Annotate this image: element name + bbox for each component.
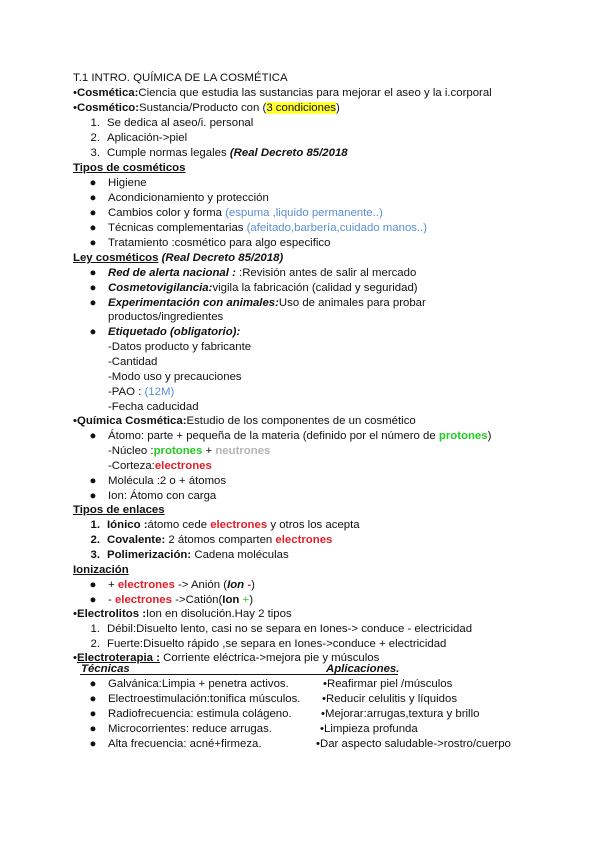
condiciones-highlight: 3 condiciones <box>266 102 336 114</box>
etiquetado-line: -PAO : (12M) <box>108 386 175 398</box>
nucleo-line: -Núcleo :protones + neutrones <box>108 445 271 457</box>
section-heading: Ley cosméticos (Real Decreto 85/2018) <box>73 252 284 264</box>
etiquetado-line: -Cantidad <box>108 356 158 368</box>
section-heading: Ionización <box>73 564 129 576</box>
page-title: T.1 INTRO. QUÍMICA DE LA COSMÉTICA <box>73 72 288 84</box>
quimica-definition: •Química Cosmética:Estudio de los componentes de un cosmético <box>73 415 416 427</box>
list-item-continuation: productos/ingredientes <box>108 311 224 323</box>
section-heading: Tipos de enlaces <box>73 504 165 516</box>
cosmetico-definition: •Cosmético:Sustancia/Producto con (3 condiciones) <box>73 102 340 114</box>
electrolitos-definition: •Electrolitos :Ion en disolución.Hay 2 tipos <box>73 608 292 620</box>
electroterapia-definition: •Electroterapia : Corriente eléctrica->mejora pie y músculos <box>73 652 380 664</box>
column-header-aplicaciones: Aplicaciones. <box>326 663 400 675</box>
column-header-tecnicas: Técnicas <box>81 663 130 675</box>
document-page: T.1 INTRO. QUÍMICA DE LA COSMÉTICA •Cosmética:Ciencia que estudia las sustancias para mejorar el aseo y la i.corporal •Cosmético:Sustancia/Producto con (3 condiciones) 1. Se dedica al aseo/i. personal 2. Aplicación->piel 3. Cumple normas legales (Real Decreto 85/2018 Tipos de cosméticos ● Higiene ● Acondicionamiento y protección ● Cambios color y forma (espuma ,liquido permanente..) ● Técnicas complementarias (afeitado,barbería,cuidado manos..) ● Tratamiento :cosmético para algo especifico Ley cosméticos (Real Decreto 85/2018) ● Red de alerta nacional : :Revisión antes de salir al mercado ● Cosmetovigilancia:vigila la fabricación (calidad y seguridad) ● Experimentación con animales:Uso de animales para probar productos/ingredientes ● Etiquetado (obligatorio): -Datos producto y fabricante -Cantidad -Modo uso y precauciones -PAO : (12M) -Fecha caducidad •Química Cosmética:Estudio de los componentes de un cosmético ● Átomo: parte + pequeña de la materia (definido por el número de protones) -Núcleo :protones + neutrones -Corteza:electrones ● Molécula :2 o + átomos ● Ion: Átomo con carga Tipos de enlaces 1. Iónico :átomo cede electrones y otros los acepta 2. Covalente: 2 átomos comparten electrones 3. Polimerización: Cadena moléculas Ionización ● + electrones -> Anión (Ion -) ● - electrones ->Catión(Ion +) •Electrolitos :Ion en disolución.Hay 2 tipos 1. Débil:Disuelto lento, casi no se separa en Iones-> conduce - electricidad 2. Fuerte:Disuelto rápido ,se separa en Iones->conduce + electricidad •Electroterapia : Corriente eléctrica->mejora pie y músculos Técnicas Aplicaciones. ● Galvánica:Limpia + penetra activos. •Reafirmar piel /músculos ● Electroestimulación:tonifica músculos. •Reducir celulitis y líquidos ● Radiofrecuencia: estimula colágeno. •Mejorar:arrugas,textura y brillo ● Microcorrientes: reduce arrugas. •Limpieza profunda ● Alta frecuencia: acné+firmeza. •Dar aspecto saludable->rostro/cuerpo <box>73 72 511 750</box>
etiquetado-line: -Datos producto y fabricante <box>108 341 252 353</box>
etiquetado-line: -Modo uso y precauciones <box>108 371 242 383</box>
corteza-line: -Corteza:electrones <box>108 460 212 472</box>
section-heading: Tipos de cosméticos <box>73 162 186 174</box>
etiquetado-line: -Fecha caducidad <box>108 401 199 413</box>
cosmetica-definition: •Cosmética:Ciencia que estudia las sustancias para mejorar el aseo y la i.corporal <box>73 87 492 99</box>
